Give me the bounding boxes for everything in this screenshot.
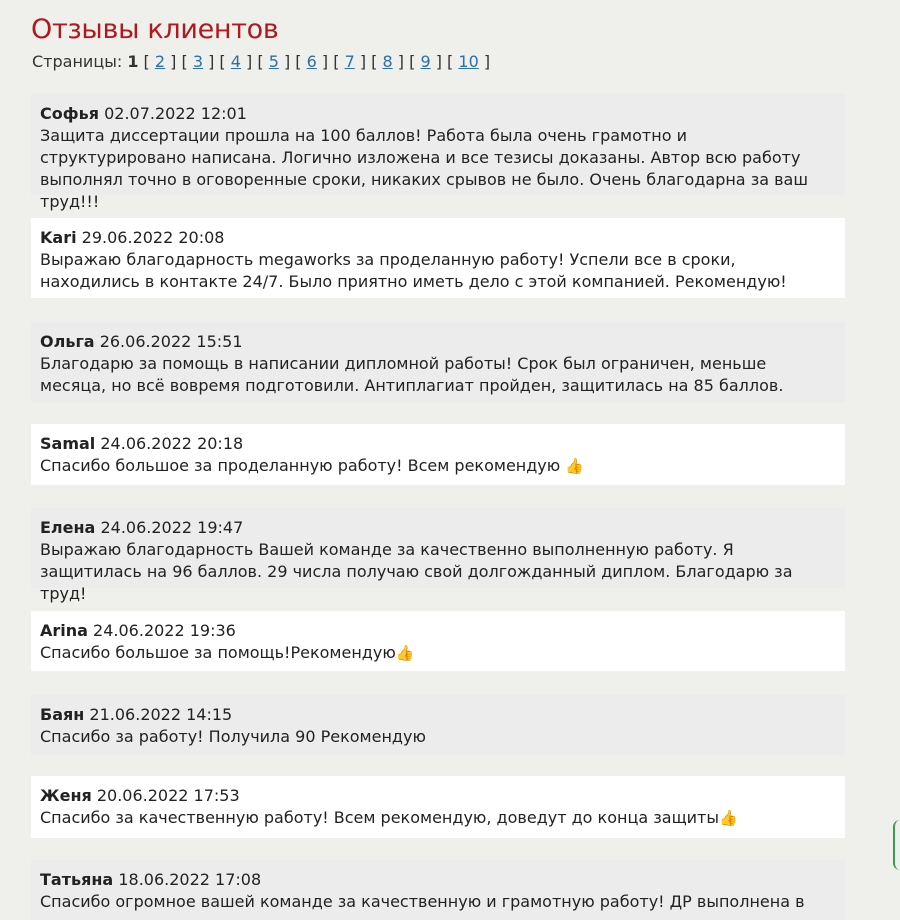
review-author: Татьяна [40,870,114,889]
review-header [40,517,836,539]
page-link-6[interactable]: 6 [306,52,317,71]
review-header [40,704,836,726]
pagination: Страницы: 1 [ 2 ] [ 3 ] [ 4 ] [ 5 ] [ 6 ] [ 7 ] [ 8 ] [ 9 ] [ 10 ] [32,52,491,71]
review-date: 24.06.2022 19:36 [93,621,236,640]
page-link-4[interactable]: 4 [230,52,241,71]
review-header [40,620,836,642]
review-author: Софья [40,104,99,123]
review-header [40,785,836,807]
thumbs-up-icon: 👍 [565,457,585,475]
review-text [40,455,836,477]
pages-label: Страницы: [32,52,123,71]
review-date: 26.06.2022 15:51 [99,332,243,351]
review-header [40,227,836,249]
review-card [31,508,845,603]
page-link-3[interactable]: 3 [192,52,204,71]
thumbs-up-icon: 👍 [718,809,738,827]
review-card [31,424,845,485]
page-link-10[interactable]: 10 [458,52,479,71]
review-card [31,94,845,211]
review-author: Kari [40,228,77,247]
review-text [40,807,836,829]
page-link-8[interactable]: 8 [382,52,393,71]
review-date: 20.06.2022 17:53 [96,786,240,805]
review-text: Спасибо за работу! Получила 90 Рекомендую [40,727,426,746]
review-date: 18.06.2022 17:08 [118,870,262,889]
page-link-9[interactable]: 9 [420,52,431,71]
review-author: Arina [40,621,88,640]
review-card [31,611,845,671]
review-text-content: Спасибо большое за помощь!Рекомендую [40,643,396,662]
review-text-content: Спасибо за качественную работу! Всем рекомендую, доведут до конца защиты [40,808,719,827]
review-date: 24.06.2022 20:18 [100,434,244,453]
current-page: 1 [127,52,139,71]
review-date: 02.07.2022 12:01 [104,104,247,123]
review-text: Благодарю за помощь в написании дипломной работы! Срок был ограничен, меньше месяца, но всё вовремя подготовили. Антиплагиат пройден, защитилась на 85 баллов. [40,354,784,395]
review-text [40,642,836,664]
review-card [31,322,845,402]
side-widget-tab[interactable] [893,820,900,870]
review-text-content: Спасибо большое за проделанную работу! Всем рекомендую [40,456,566,475]
review-header [40,103,836,125]
review-date: 21.06.2022 14:15 [89,705,233,724]
thumbs-up-icon: 👍 [395,644,415,662]
review-card [31,860,845,920]
review-author: Ольга [40,332,95,351]
review-date: 24.06.2022 19:47 [100,518,244,537]
review-text: Выражаю благодарность Вашей команде за качественно выполненную работу. Я защитилась на 96 баллов. 29 числа получаю свой долгожданный диплом. Благодарю за труд! [40,540,793,603]
review-header [40,433,836,455]
review-text: Выражаю благодарность megaworks за проделанную работу! Успели все в сроки, находились в контакте 24/7. Было приятно иметь дело с этой компанией. Рекомендую! [40,250,787,291]
review-header [40,869,836,891]
page-link-7[interactable]: 7 [344,52,355,71]
review-card [31,695,845,755]
review-card [31,218,845,298]
page-title: Отзывы клиентов [31,14,279,45]
review-text: Спасибо огромное вашей команде за качественную и грамотную работу! ДР выполнена в [40,892,805,911]
review-card [31,776,845,838]
review-text: Защита диссертации прошла на 100 баллов! Работа была очень грамотно и структурировано написана. Логично изложена и все тезисы доказаны. Автор всю работу выполнял точно в оговоренные сроки, никаких срывов не было. Очень благодарна за ваш труд!!! [40,126,808,211]
review-date: 29.06.2022 20:08 [81,228,225,247]
review-author: Баян [40,705,85,724]
page-link-5[interactable]: 5 [268,52,279,71]
review-author: Samal [40,434,96,453]
review-header [40,331,836,353]
page-link-2[interactable]: 2 [154,52,166,71]
review-author: Елена [40,518,96,537]
review-author: Женя [40,786,92,805]
